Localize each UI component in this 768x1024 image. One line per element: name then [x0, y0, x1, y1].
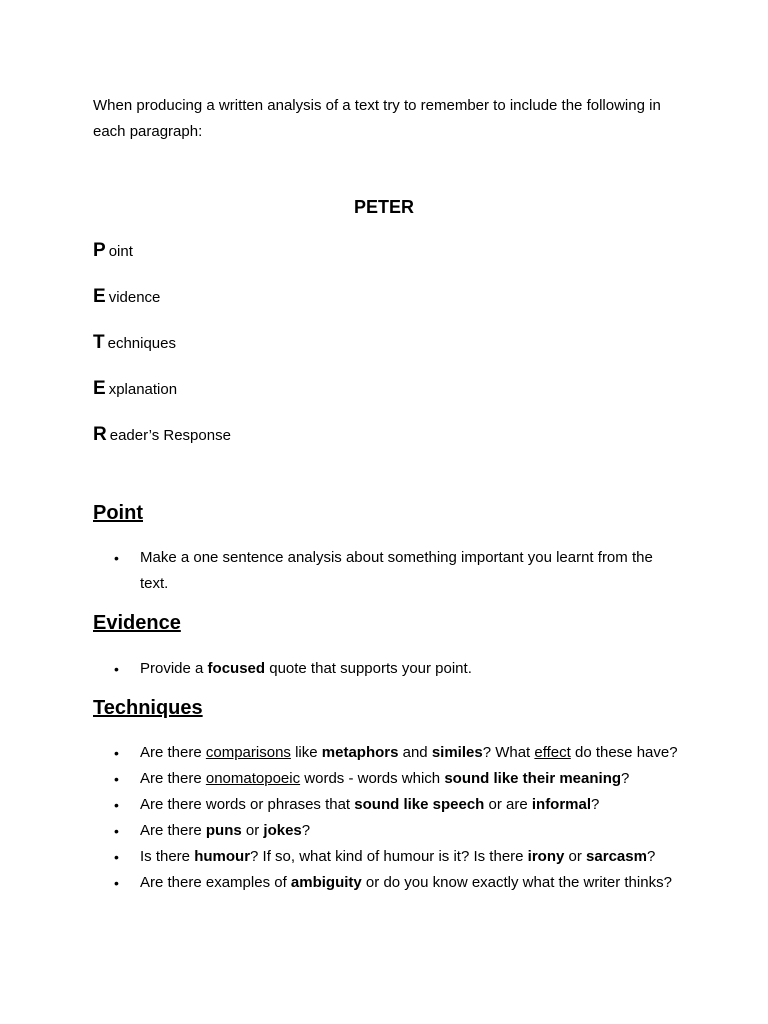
list-item: [93, 870, 683, 896]
acronym-list: [93, 240, 231, 470]
list-item: [93, 766, 683, 792]
bullet-text-part: Provide a: [140, 660, 208, 677]
list-item: [93, 792, 683, 818]
techniques-bullet-list: [93, 740, 683, 896]
bullet-text-bold: focused: [207, 660, 266, 677]
bullet-text-part: Are there: [140, 744, 206, 761]
acronym-letter: E: [93, 378, 106, 399]
bullet-text-part: like: [290, 744, 322, 761]
bullet-text-part: ?: [621, 770, 630, 787]
bullet-text-part: ? If so, what kind of humour is it? Is there: [250, 848, 528, 865]
bullet-text-part: do these have?: [570, 744, 678, 761]
bullet-text-part: Are there examples of: [140, 874, 291, 891]
bullet-text-bold: informal: [531, 796, 592, 813]
acronym-word-rest: eader’s Response: [109, 427, 231, 444]
acronym-word-rest: xplanation: [108, 381, 178, 398]
acronym-item-explanation: [93, 378, 231, 424]
point-bullet-list: [93, 545, 683, 597]
bullet-text-part: quote that supports your point.: [265, 660, 472, 677]
list-item: [93, 656, 683, 682]
bullet-text-part: ? What: [482, 744, 535, 761]
acronym-letter: T: [93, 332, 105, 353]
evidence-bullet-list: [93, 656, 683, 682]
bullet-text-part: Are there words or phrases that: [140, 796, 355, 813]
acronym-word-rest: echniques: [107, 335, 176, 352]
bullet-text-underlined: comparisons: [205, 744, 291, 761]
acronym-letter: E: [93, 286, 106, 307]
bullet-text: Make a one sentence analysis about something important you learnt from the text.: [140, 549, 653, 592]
bullet-text-underlined: effect: [534, 744, 571, 761]
bullet-text-part: ?: [301, 822, 311, 839]
bullet-icon: •: [114, 849, 119, 865]
acronym-letter: R: [93, 424, 107, 445]
point-heading: Point: [93, 502, 143, 524]
bullet-text-bold: jokes: [263, 822, 302, 839]
acronym-item-evidence: [93, 286, 231, 332]
bullet-icon: •: [114, 550, 119, 566]
bullet-text-part: or: [241, 822, 264, 839]
bullet-text-bold: ambiguity: [290, 874, 362, 891]
bullet-text-bold: sarcasm: [586, 848, 647, 865]
techniques-heading: Techniques: [93, 697, 203, 719]
bullet-icon: •: [114, 823, 119, 839]
acronym-item-techniques: [93, 332, 231, 378]
bullet-text-bold: similes: [431, 744, 483, 761]
bullet-text-bold: puns: [205, 822, 242, 839]
acronym-item-point: [93, 240, 231, 286]
bullet-text-bold: humour: [194, 848, 251, 865]
bullet-text-part: or: [564, 848, 587, 865]
bullet-text-part: or are: [484, 796, 532, 813]
bullet-text-part: Are there: [140, 822, 206, 839]
list-item: [93, 545, 683, 597]
bullet-icon: •: [114, 797, 119, 813]
bullet-text-part: and: [398, 744, 432, 761]
evidence-heading: Evidence: [93, 612, 181, 634]
acronym-letter: P: [93, 240, 106, 261]
intro-paragraph: When producing a written analysis of a text try to remember to include the following in each paragraph:: [93, 97, 661, 140]
bullet-text-bold: sound like their meaning: [444, 770, 622, 787]
bullet-icon: •: [114, 771, 119, 787]
bullet-text-part: words - words which: [300, 770, 445, 787]
acronym-word-rest: vidence: [108, 289, 161, 306]
bullet-icon: •: [114, 875, 119, 891]
acronym-word-rest: oint: [108, 243, 133, 260]
list-item: [93, 844, 683, 870]
bullet-text-bold: metaphors: [321, 744, 399, 761]
bullet-text-underlined: onomatopoeic: [205, 770, 301, 787]
bullet-icon: •: [114, 661, 119, 677]
acronym-title: PETER: [353, 197, 414, 217]
list-item: [93, 818, 683, 844]
list-item: [93, 740, 683, 766]
bullet-text-bold: irony: [527, 848, 565, 865]
bullet-text-part: or do you know exactly what the writer thinks?: [361, 874, 672, 891]
bullet-text-part: ?: [646, 848, 656, 865]
acronym-item-readers-response: [93, 424, 231, 470]
bullet-text-part: Is there: [140, 848, 195, 865]
bullet-icon: •: [114, 745, 119, 761]
bullet-text-part: Are there: [140, 770, 206, 787]
bullet-text-part: ?: [591, 796, 600, 813]
bullet-text-bold: sound like speech: [354, 796, 485, 813]
